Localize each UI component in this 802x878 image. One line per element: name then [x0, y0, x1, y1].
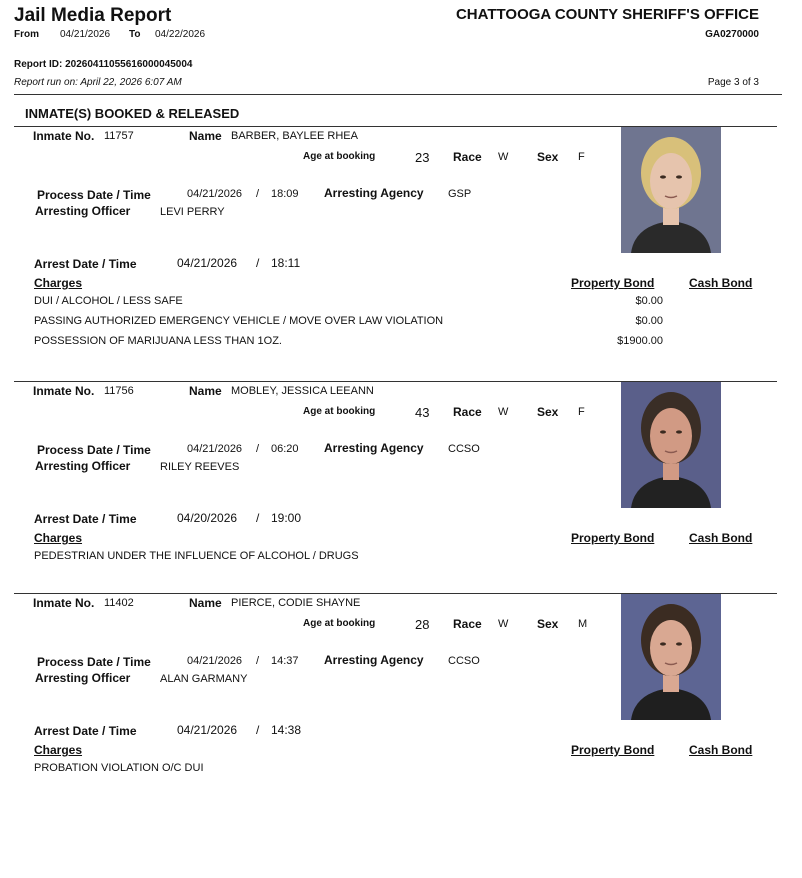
property-bond-header: Property Bond — [571, 743, 655, 757]
age-value: 43 — [415, 405, 430, 420]
process-label: Process Date / Time — [37, 443, 151, 457]
charge-description: PASSING AUTHORIZED EMERGENCY VEHICLE / MOVE OVER LAW VIOLATION — [34, 315, 444, 327]
age-label: Age at booking — [303, 618, 376, 629]
charge-description: PEDESTRIAN UNDER THE INFLUENCE OF ALCOHOL / DRUGS — [34, 550, 359, 562]
officer-label: Arresting Officer — [35, 204, 131, 218]
process-slash: / — [256, 188, 260, 200]
name-value: MOBLEY, JESSICA LEEANN — [231, 385, 374, 397]
race-label: Race — [453, 405, 482, 419]
arrest-date: 04/20/2026 — [177, 511, 238, 525]
mugshot-photo — [621, 127, 721, 253]
cash-bond-header: Cash Bond — [689, 743, 753, 757]
agency-value: CCSO — [448, 655, 480, 667]
report-id: Report ID: 20260411055616000045004 — [14, 59, 193, 70]
arrest-date: 04/21/2026 — [177, 723, 238, 737]
officer-label: Arresting Officer — [35, 671, 131, 685]
process-time: 14:37 — [271, 655, 299, 667]
process-date: 04/21/2026 — [187, 443, 243, 455]
agency-label: Arresting Agency — [324, 186, 424, 200]
charges-header: Charges — [34, 531, 83, 545]
process-date: 04/21/2026 — [187, 188, 243, 200]
cash-bond-header: Cash Bond — [689, 531, 753, 545]
process-time: 18:09 — [271, 188, 299, 200]
arrest-slash: / — [256, 511, 260, 525]
age-label: Age at booking — [303, 151, 376, 162]
age-label: Age at booking — [303, 406, 376, 417]
race-value: W — [498, 406, 509, 418]
inmate-no-label: Inmate No. — [33, 596, 95, 610]
inmate-no-label: Inmate No. — [33, 384, 95, 398]
arrest-time: 18:11 — [271, 256, 301, 270]
charges-header: Charges — [34, 743, 83, 757]
from-label: From — [14, 29, 39, 40]
report-run-on: Report run on: April 22, 2026 6:07 AM — [14, 77, 182, 88]
charge-property-bond: $0.00 — [635, 315, 663, 327]
inmate-no-value: 11402 — [104, 597, 134, 609]
inmate-no-value: 11756 — [104, 385, 134, 397]
property-bond-header: Property Bond — [571, 276, 655, 290]
agency-code: GA0270000 — [705, 29, 759, 40]
process-slash: / — [256, 443, 260, 455]
from-date: 04/21/2026 — [60, 29, 111, 40]
charge-description: POSSESSION OF MARIJUANA LESS THAN 1OZ. — [34, 335, 282, 347]
race-value: W — [498, 618, 509, 630]
process-label: Process Date / Time — [37, 655, 151, 669]
officer-value: ALAN GARMANY — [160, 673, 248, 685]
sex-label: Sex — [537, 405, 559, 419]
process-time: 06:20 — [271, 443, 299, 455]
page-number: Page 3 of 3 — [707, 77, 759, 88]
name-label: Name — [189, 596, 222, 610]
age-value: 28 — [415, 617, 430, 632]
arrest-time: 14:38 — [271, 723, 302, 737]
agency-label: Arresting Agency — [324, 441, 424, 455]
sex-label: Sex — [537, 150, 559, 164]
process-date: 04/21/2026 — [187, 655, 243, 667]
name-label: Name — [189, 384, 222, 398]
to-date: 04/22/2026 — [155, 29, 206, 40]
agency-value: CCSO — [448, 443, 480, 455]
age-value: 23 — [415, 150, 430, 165]
cash-bond-header: Cash Bond — [689, 276, 753, 290]
sex-label: Sex — [537, 617, 559, 631]
arrest-slash: / — [256, 723, 260, 737]
inmate-no-value: 11757 — [104, 130, 134, 142]
arrest-date: 04/21/2026 — [177, 256, 238, 270]
officer-value: RILEY REEVES — [160, 461, 240, 473]
arrest-label: Arrest Date / Time — [34, 724, 137, 738]
report-title: Jail Media Report — [14, 5, 172, 26]
arrest-label: Arrest Date / Time — [34, 257, 137, 271]
arrest-time: 19:00 — [271, 511, 302, 525]
sex-value: M — [578, 618, 588, 630]
charge-description: PROBATION VIOLATION O/C DUI — [34, 762, 204, 774]
to-label: To — [129, 29, 141, 40]
sex-value: F — [578, 406, 585, 418]
arrest-label: Arrest Date / Time — [34, 512, 137, 526]
charges-header: Charges — [34, 276, 83, 290]
mugshot-photo — [621, 594, 721, 720]
inmate-no-label: Inmate No. — [33, 129, 95, 143]
property-bond-header: Property Bond — [571, 531, 655, 545]
sex-value: F — [578, 151, 585, 163]
race-label: Race — [453, 617, 482, 631]
process-slash: / — [256, 655, 260, 667]
header-divider — [14, 94, 782, 95]
agency-value: GSP — [448, 188, 472, 200]
race-label: Race — [453, 150, 482, 164]
name-value: BARBER, BAYLEE RHEA — [231, 130, 358, 142]
arrest-slash: / — [256, 256, 260, 270]
charge-description: DUI / ALCOHOL / LESS SAFE — [34, 295, 183, 307]
officer-label: Arresting Officer — [35, 459, 131, 473]
agency-name: CHATTOOGA COUNTY SHERIFF'S OFFICE — [455, 6, 759, 23]
officer-value: LEVI PERRY — [160, 206, 225, 218]
charge-property-bond: $1900.00 — [617, 335, 663, 347]
agency-label: Arresting Agency — [324, 653, 424, 667]
section-title: INMATE(S) BOOKED & RELEASED — [25, 106, 240, 121]
charge-property-bond: $0.00 — [635, 295, 663, 307]
mugshot-photo — [621, 382, 721, 508]
race-value: W — [498, 151, 509, 163]
name-value: PIERCE, CODIE SHAYNE — [231, 597, 361, 609]
name-label: Name — [189, 129, 222, 143]
process-label: Process Date / Time — [37, 188, 151, 202]
